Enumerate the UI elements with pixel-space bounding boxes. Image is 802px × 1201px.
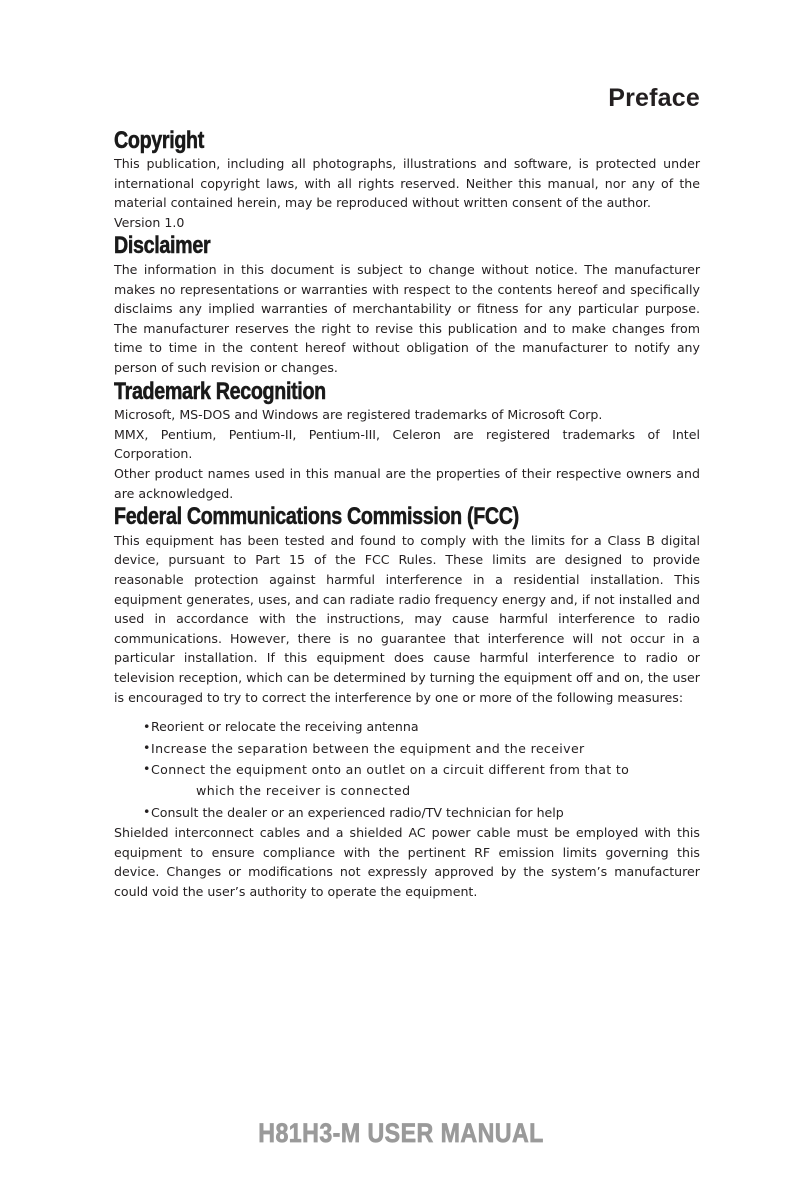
footer-label: H81H3-M USER MANUAL <box>258 1118 544 1148</box>
bullet-icon: • <box>143 740 151 756</box>
trademark-paragraph-2: MMX, Pentium, Pentium-II, Pentium-III, Celeron are registered trademarks of Intel Corporation. <box>114 426 700 462</box>
page-footer <box>0 1118 802 1149</box>
fcc-paragraph-2: Shielded interconnect cables and a shielded AC power cable must be employed with this equipment to ensure compliance with the pertinent RF emission limits governing this device. Changes or modifications not expressly approved by the system’s manufacturer could void the user’s authority to operate the equipment. <box>114 825 700 899</box>
version-label: Version 1.0 <box>114 214 185 230</box>
trademark-paragraph-3: Other product names used in this manual are the properties of their respective owners and are acknowledged. <box>114 466 700 501</box>
list-item <box>143 759 700 802</box>
trademark-paragraph-1: Microsoft, MS-DOS and Windows are registered trademarks of Microsoft Corp. <box>114 407 603 423</box>
disclaimer-paragraph: The information in this document is subject to change without notice. The manufacturer makes no representations or warranties with respect to the contents hereof and specifically disclaims any implied warranties of merchantability or fitness for any particular purpose. The manufacturer reserves the right to revise this publication and to make changes from time to time in the content hereof without obligation of the manufacturer to notify any person of such revision or changes. <box>114 262 700 376</box>
list-item <box>143 716 700 737</box>
section-heading-copyright: Copyright <box>114 126 204 154</box>
list-item-label: Connect the equipment onto an outlet on a circuit different from that to <box>151 761 630 777</box>
list-item-label: Consult the dealer or an experienced radio/TV technician for help <box>151 804 564 820</box>
list-item <box>143 802 700 823</box>
section-heading-fcc: Federal Communications Commission (FCC) <box>114 503 519 531</box>
bullet-icon: • <box>143 804 151 820</box>
copyright-paragraph: This publication, including all photographs, illustrations and software, is protected under international copyright laws, with all rights reserved. Neither this manual, nor any of the material contained herein, may be reproduced without written consent of the author. <box>114 156 700 211</box>
bullet-icon: • <box>143 761 151 777</box>
list-item-continuation: which the receiver is connected <box>196 783 411 799</box>
bullet-icon: • <box>143 718 151 734</box>
section-heading-disclaimer: Disclaimer <box>114 232 211 260</box>
list-item <box>143 738 700 759</box>
section-heading-trademark-recognition: Trademark Recognition <box>114 377 326 405</box>
fcc-measures-list <box>114 716 700 823</box>
page-content <box>114 85 700 902</box>
list-item-label: Reorient or relocate the receiving antenna <box>151 719 419 735</box>
page-title: Preface <box>608 84 700 112</box>
list-item-label: Increase the separation between the equipment and the receiver <box>151 740 585 756</box>
fcc-paragraph-1: This equipment has been tested and found to comply with the limits for a Class B digital device, pursuant to Part 15 of the FCC Rules. These limits are designed to provide reasonable protection against harmful interference in a residential installation. This equipment generates, uses, and can radiate radio frequency energy and, if not installed and used in accordance with the instructions, may cause harmful interference to radio communications. However, there is no guarantee that interference will not occur in a particular installation. If this equipment does cause harmful interference to radio or television reception, which can be determined by turning the equipment off and on, the user is encouraged to try to correct the interference by one or more of the following measures: <box>114 532 700 705</box>
